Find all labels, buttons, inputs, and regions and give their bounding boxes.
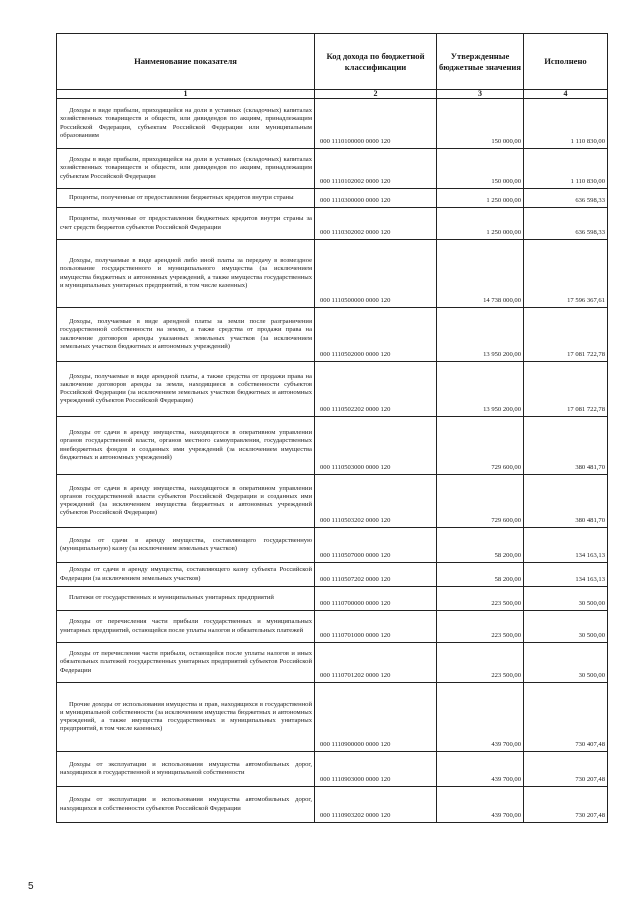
row-code-cell: 000 1110503202 0000 120 [315,475,437,528]
row-name-cell: Доходы от сдачи в аренду имущества, составляющего казну субъекта Российской Федерации (за исключением земельных участков) [57,563,315,587]
row-code-cell: 000 1110100000 0000 120 [315,99,437,149]
row-executed-cell: 636 598,33 [524,189,608,208]
row-name-cell: Доходы, получаемые в виде арендной платы за земли после разграничения государственной собственности на землю, а также средства от продажи права на заключение договоров аренды указанных земельных участков (за исключением земельных участков бюджетных и автономных учреждений) [57,308,315,362]
row-code-cell: 000 1110900000 0000 120 [315,683,437,752]
table-row [57,611,608,643]
table-row [57,362,608,417]
row-approved-cell: 729 600,00 [437,475,524,528]
row-name-cell: Доходы от эксплуатации и использования имущества автомобильных дорог, находящихся в государственной и муниципальной собственности [57,752,315,787]
row-code-cell: 000 1110701202 0000 120 [315,643,437,683]
row-approved-cell: 58 200,00 [437,563,524,587]
row-executed-cell: 134 163,13 [524,563,608,587]
table-row [57,683,608,752]
table-row [57,587,608,611]
table-row [57,475,608,528]
row-name-cell: Доходы от сдачи в аренду имущества, находящегося в оперативном управлении органов государственной власти субъектов Российской Федерации и созданных ими учреждений (за исключением имущества бюджетных и автономных учреждений субъектов Российской Федерации) [57,475,315,528]
page-number: 5 [28,881,34,892]
row-executed-cell: 30 500,00 [524,587,608,611]
row-code-cell: 000 1110502000 0000 120 [315,308,437,362]
table-row [57,308,608,362]
row-code-cell: 000 1110701000 0000 120 [315,611,437,643]
header-approved: Утвержденные бюджетные значения [437,34,524,90]
row-code-cell: 000 1110507000 0000 120 [315,528,437,563]
row-approved-cell: 58 200,00 [437,528,524,563]
table-row [57,208,608,240]
row-name-cell: Доходы от сдачи в аренду имущества, составляющего государственную (муниципальную) казну (за исключением земельных участков) [57,528,315,563]
row-code-cell: 000 1110700000 0000 120 [315,587,437,611]
row-approved-cell: 223 500,00 [437,643,524,683]
row-approved-cell: 150 000,00 [437,99,524,149]
row-approved-cell: 223 500,00 [437,587,524,611]
row-approved-cell: 729 600,00 [437,417,524,475]
row-approved-cell: 439 700,00 [437,752,524,787]
table-row [57,99,608,149]
table-row [57,189,608,208]
row-executed-cell: 730 207,48 [524,787,608,823]
table-row [57,528,608,563]
row-code-cell: 000 1110507202 0000 120 [315,563,437,587]
row-code-cell: 000 1110300000 0000 120 [315,189,437,208]
row-executed-cell: 730 207,48 [524,752,608,787]
row-executed-cell: 17 596 367,61 [524,240,608,308]
row-code-cell: 000 1110502202 0000 120 [315,362,437,417]
table-row [57,240,608,308]
header-row [57,34,608,90]
row-name-cell: Доходы от перечисления части прибыли государственных и муниципальных унитарных предприятий, остающейся после уплаты налогов и обязательных платежей [57,611,315,643]
row-approved-cell: 439 700,00 [437,683,524,752]
row-executed-cell: 30 500,00 [524,643,608,683]
row-executed-cell: 636 598,33 [524,208,608,240]
row-code-cell: 000 1110903000 0000 120 [315,752,437,787]
row-approved-cell: 439 700,00 [437,787,524,823]
row-executed-cell: 380 481,70 [524,417,608,475]
row-approved-cell: 1 250 000,00 [437,208,524,240]
column-number-row [57,90,608,99]
row-name-cell: Доходы, получаемые в виде арендной либо иной платы за передачу в возмездное пользование государственного и муниципального имущества (за исключением имущества бюджетных и автономных учреждений, а также имущества государственных и муниципальных унитарных предприятий, в том числе казенных) [57,240,315,308]
header-name: Наименование показателя [57,34,315,90]
row-approved-cell: 150 000,00 [437,149,524,189]
table-row [57,787,608,823]
row-name-cell: Доходы в виде прибыли, приходящейся на доли в уставных (складочных) капиталах хозяйственных товариществ и обществ, или дивидендов по акциям, принадлежащим субъектам Российской Федерации [57,149,315,189]
row-approved-cell: 13 950 200,00 [437,308,524,362]
row-executed-cell: 730 407,48 [524,683,608,752]
row-name-cell: Проценты, полученные от предоставления бюджетных кредитов внутри страны за счет средств бюджетов субъектов Российской Федерации [57,208,315,240]
row-executed-cell: 17 081 722,78 [524,362,608,417]
column-number: 3 [437,90,524,99]
row-name-cell: Доходы от перечисления части прибыли, остающейся после уплаты налогов и иных обязательных платежей государственных унитарных предприятий субъектов Российской Федерации [57,643,315,683]
row-name-cell: Доходы, получаемые в виде арендной платы, а также средства от продажи права на заключение договоров аренды за земли, находящиеся в собственности субъектов Российской Федерации (за исключением земельных участков бюджетных и автономных учреждений субъектов Российской Федерации) [57,362,315,417]
row-approved-cell: 223 500,00 [437,611,524,643]
row-name-cell: Доходы от эксплуатации и использования имущества автомобильных дорог, находящихся в собственности субъектов Российской Федерации [57,787,315,823]
header-executed: Исполнено [524,34,608,90]
row-code-cell: 000 1110102002 0000 120 [315,149,437,189]
row-executed-cell: 1 110 830,00 [524,149,608,189]
table-row [57,643,608,683]
revenue-table [56,33,608,823]
row-name-cell: Прочие доходы от использования имущества и прав, находящихся в государственной и муниципальной собственности (за исключением имущества бюджетных и автономных учреждений, а также имущества государственных и муниципальных унитарных предприятий, в том числе казенных) [57,683,315,752]
row-name-cell: Доходы в виде прибыли, приходящейся на доли в уставных (складочных) капиталах хозяйственных товариществ и обществ, или дивидендов по акциям, принадлежащим Российской Федерации, субъектам Российской Федерации или муниципальным образованиям [57,99,315,149]
row-name-cell: Платежи от государственных и муниципальных унитарных предприятий [57,587,315,611]
row-code-cell: 000 1110903202 0000 120 [315,787,437,823]
row-approved-cell: 1 250 000,00 [437,189,524,208]
row-code-cell: 000 1110500000 0000 120 [315,240,437,308]
row-executed-cell: 134 163,13 [524,528,608,563]
row-name-cell: Доходы от сдачи в аренду имущества, находящегося в оперативном управлении органов государственной власти, органов местного самоуправления, государственных внебюджетных фондов и созданных ими учреждений (за исключением имущества бюджетных и автономных учреждений) [57,417,315,475]
row-name-cell: Проценты, полученные от предоставления бюджетных кредитов внутри страны [57,189,315,208]
column-number: 1 [57,90,315,99]
table-row [57,752,608,787]
header-code: Код дохода по бюджетной классификации [315,34,437,90]
table-row [57,149,608,189]
row-executed-cell: 380 481,70 [524,475,608,528]
table-row [57,417,608,475]
column-number: 4 [524,90,608,99]
row-approved-cell: 13 950 200,00 [437,362,524,417]
row-executed-cell: 1 110 830,00 [524,99,608,149]
column-number: 2 [315,90,437,99]
row-approved-cell: 14 738 000,00 [437,240,524,308]
row-executed-cell: 17 081 722,78 [524,308,608,362]
row-code-cell: 000 1110503000 0000 120 [315,417,437,475]
row-code-cell: 000 1110302002 0000 120 [315,208,437,240]
row-executed-cell: 30 500,00 [524,611,608,643]
table-row [57,563,608,587]
